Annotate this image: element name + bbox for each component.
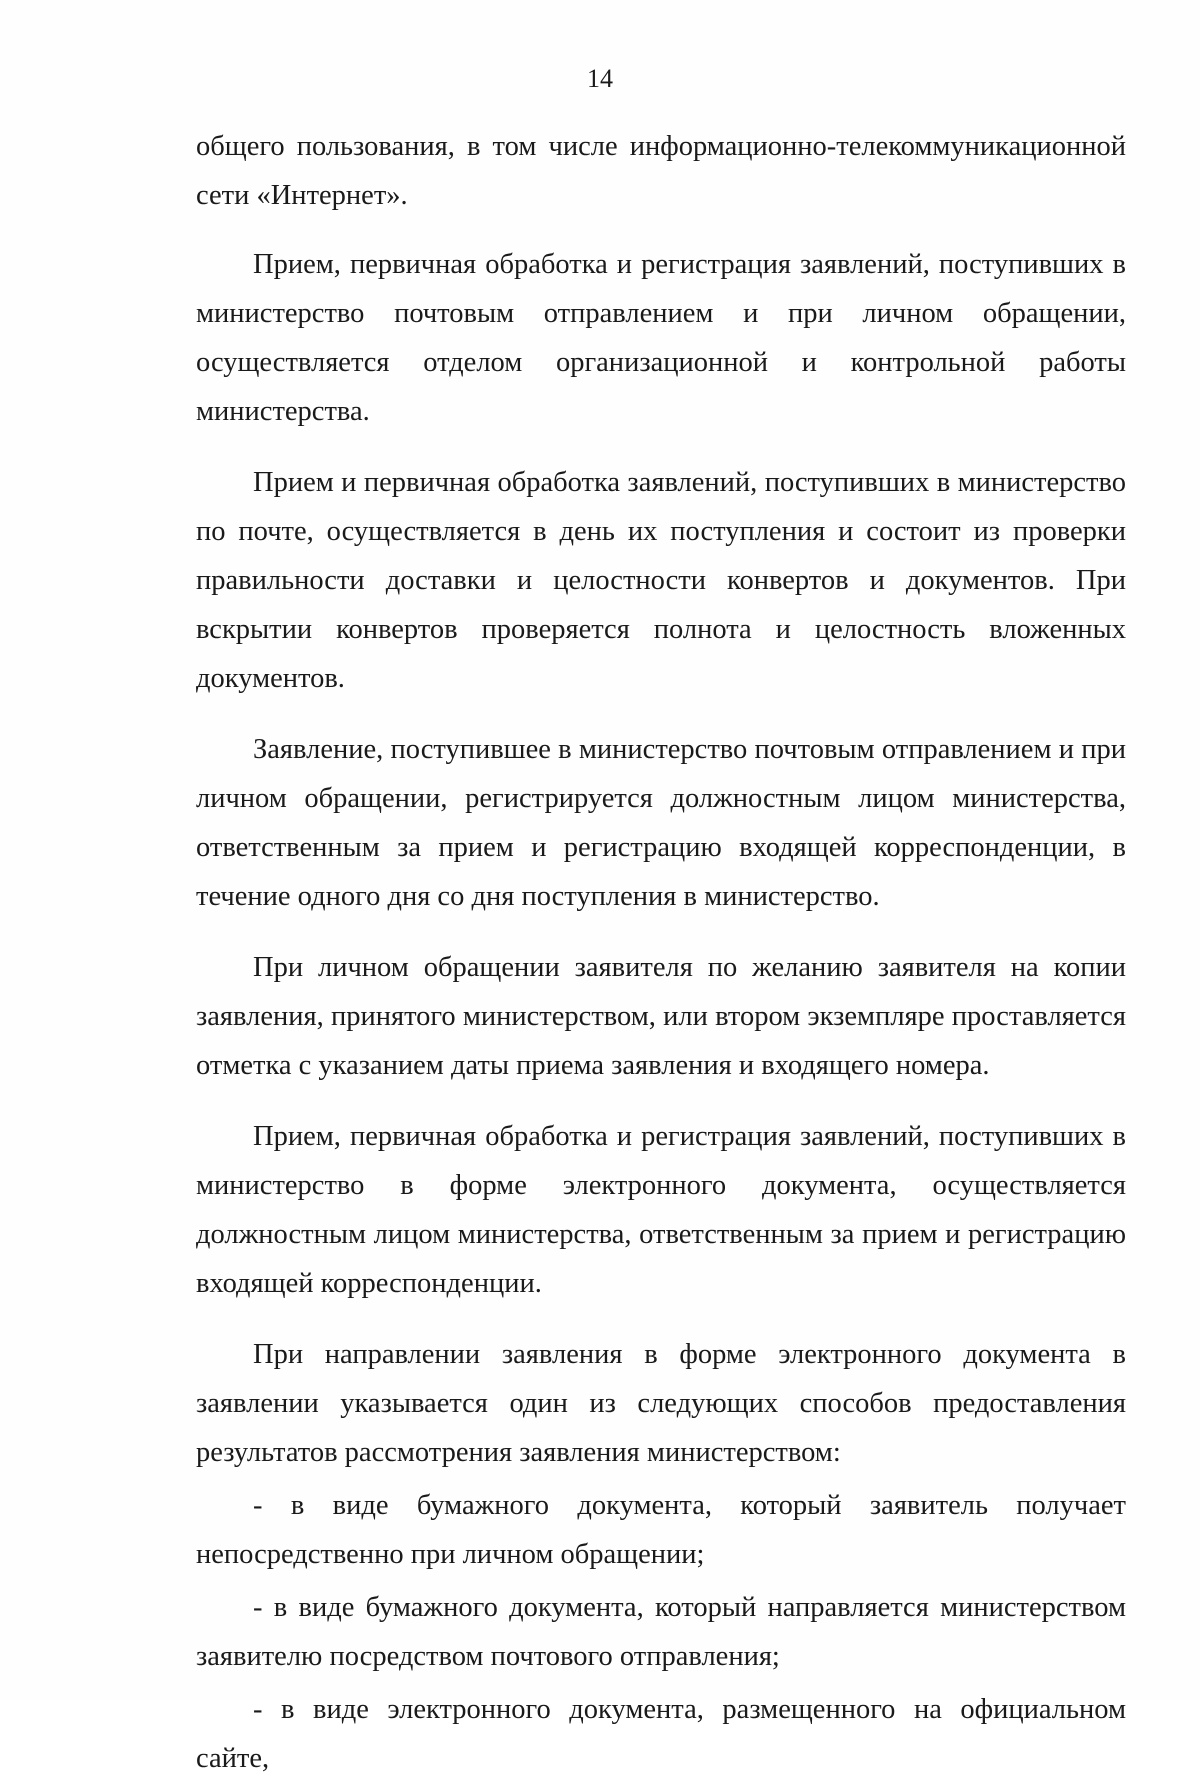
paragraph: Заявление, поступившее в министерство почтовым отправлением и при личном обращении, регистрируется должностным лицом министерства, ответственным за прием и регистрацию входящей корреспонденции, в течение одного дня со дня поступления в министерство. [196, 734, 1126, 912]
paragraph: При личном обращении заявителя по желанию заявителя на копии заявления, принятого министерством, или втором экземпляре проставляется отметка с указанием даты приема заявления и входящего номера. [196, 952, 1126, 1081]
page-number: 14 [587, 64, 613, 93]
document-body [196, 122, 1126, 1787]
list-item: - в виде бумажного документа, который направляется министерством заявителю посредством почтового отправления; [196, 1592, 1126, 1672]
paragraph: общего пользования, в том числе информационно-телекоммуникационной сети «Интернет». [196, 131, 1126, 211]
paragraph: При направлении заявления в форме электронного документа в заявлении указывается один из следующих способов предоставления результатов рассмотрения заявления министерством: [196, 1339, 1126, 1468]
paragraph: Прием, первичная обработка и регистрация заявлений, поступивших в министерство в форме электронного документа, осуществляется должностным лицом министерства, ответственным за прием и регистрацию входящей корреспонденции. [196, 1121, 1126, 1299]
list-item: - в виде электронного документа, размещенного на официальном сайте, [196, 1694, 1126, 1774]
paragraph: Прием и первичная обработка заявлений, поступивших в министерство по почте, осуществляется в день их поступления и состоит из проверки правильности доставки и целостности конвертов и документов. При вскрытии конвертов проверяется полнота и целостность вложенных документов. [196, 467, 1126, 694]
list-item: - в виде бумажного документа, который заявитель получает непосредственно при личном обращении; [196, 1490, 1126, 1570]
paragraph: Прием, первичная обработка и регистрация заявлений, поступивших в министерство почтовым отправлением и при личном обращении, осуществляется отделом организационной и контрольной работы министерства. [196, 249, 1126, 427]
